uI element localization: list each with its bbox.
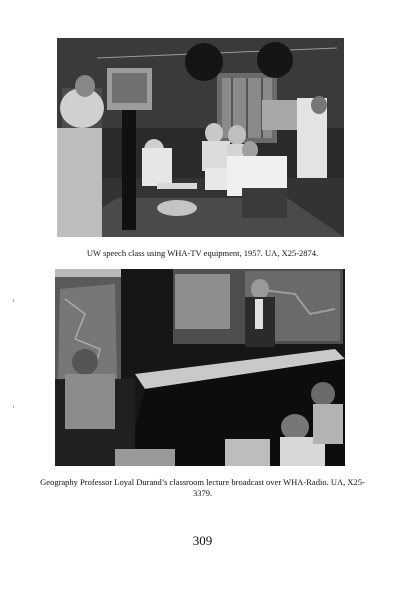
radio-lecture-photo bbox=[55, 269, 345, 466]
photo-caption-2: Geography Professor Loyal Durand’s classroom lecture broadcast over WHA-Radio. UA, X25-3379. bbox=[40, 477, 365, 498]
tv-class-photo bbox=[57, 38, 344, 237]
photo-caption-1: UW speech class using WHA-TV equipment, 1957. UA, X25-2874. bbox=[86, 248, 319, 258]
margin-mark bbox=[13, 405, 14, 408]
page-number: 309 bbox=[192, 533, 213, 548]
margin-mark bbox=[13, 299, 14, 302]
